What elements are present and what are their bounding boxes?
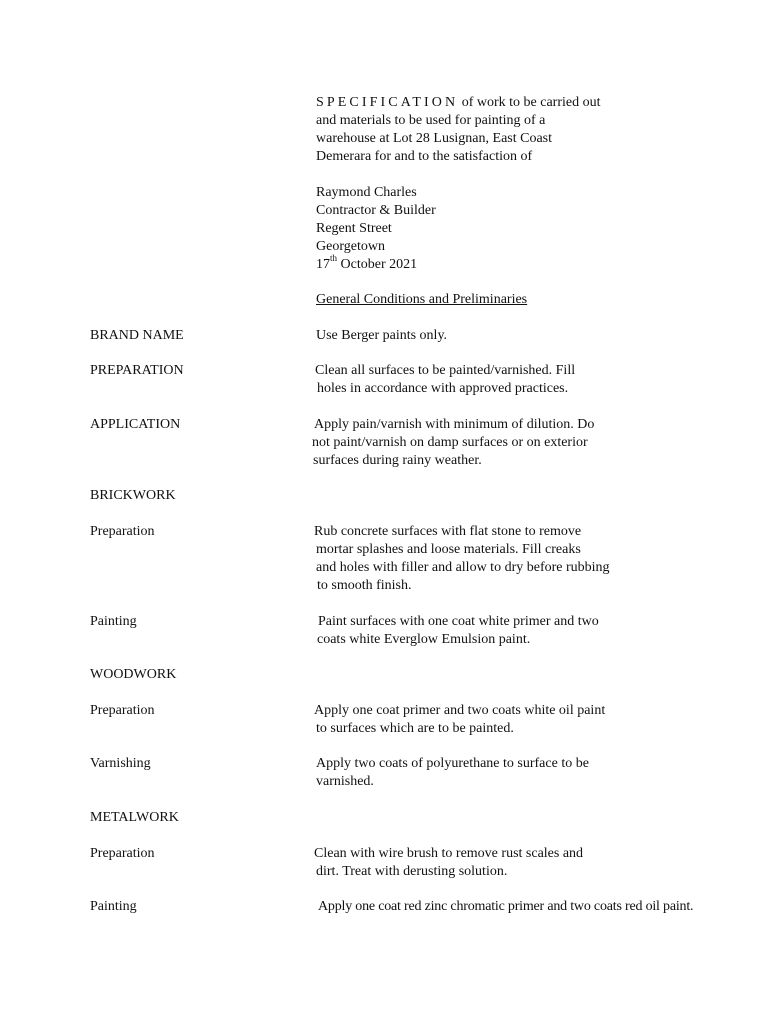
brand-name-text: Use Berger paints only. bbox=[316, 328, 448, 343]
document-date bbox=[316, 253, 418, 274]
date-suffix: th bbox=[330, 253, 338, 264]
preparation-text: Clean all surfaces to be painted/varnished. Fill bbox=[315, 363, 576, 378]
date-month-year: October 2021 bbox=[337, 257, 418, 272]
application-text: surfaces during rainy weather. bbox=[313, 453, 482, 468]
metalwork-preparation-label: Preparation bbox=[90, 846, 155, 861]
brickwork-painting-text: coats white Everglow Emulsion paint. bbox=[317, 632, 531, 647]
header-line: and materials to be used for painting of a bbox=[316, 113, 546, 128]
contractor-city: Georgetown bbox=[316, 239, 385, 254]
brickwork-preparation-text: Rub concrete surfaces with flat stone to remove bbox=[314, 524, 582, 539]
metalwork-preparation-text: Clean with wire brush to remove rust scales and bbox=[314, 846, 584, 861]
woodwork-preparation-label: Preparation bbox=[90, 703, 155, 718]
brickwork-preparation-label: Preparation bbox=[90, 524, 155, 539]
woodwork-varnishing-text: varnished. bbox=[316, 774, 374, 789]
metalwork-painting-text: Apply one coat red zinc chromatic primer and two coats red oil paint. bbox=[318, 899, 694, 914]
brickwork-preparation-text: to smooth finish. bbox=[317, 578, 412, 593]
contractor-street: Regent Street bbox=[316, 221, 392, 236]
brickwork-preparation-text: mortar splashes and loose materials. Fill creaks bbox=[316, 542, 581, 557]
header-line: warehouse at Lot 28 Lusignan, East Coast bbox=[316, 131, 553, 146]
application-label: APPLICATION bbox=[90, 417, 181, 432]
metalwork-preparation-text: dirt. Treat with derusting solution. bbox=[316, 864, 508, 879]
brickwork-preparation-text: and holes with filler and allow to dry before rubbing bbox=[316, 560, 610, 575]
woodwork-varnishing-label: Varnishing bbox=[90, 756, 151, 771]
preparation-label: PREPARATION bbox=[90, 363, 184, 378]
brickwork-painting-label: Painting bbox=[90, 614, 137, 629]
application-text: Apply pain/varnish with minimum of dilution. Do bbox=[314, 417, 595, 432]
woodwork-varnishing-text: Apply two coats of polyurethane to surface to be bbox=[316, 756, 589, 771]
metalwork-heading: METALWORK bbox=[90, 810, 179, 825]
metalwork-painting-label: Painting bbox=[90, 899, 137, 914]
brickwork-heading: BRICKWORK bbox=[90, 488, 176, 503]
conditions-heading: General Conditions and Preliminaries bbox=[316, 292, 528, 307]
date-day: 17 bbox=[316, 257, 330, 272]
title-rest: of work to be carried out bbox=[458, 95, 601, 110]
contractor-name: Raymond Charles bbox=[316, 185, 417, 200]
preparation-text: holes in accordance with approved practices. bbox=[317, 381, 569, 396]
brickwork-painting-text: Paint surfaces with one coat white primer and two bbox=[318, 614, 599, 629]
contractor-role: Contractor & Builder bbox=[316, 203, 436, 218]
woodwork-preparation-text: Apply one coat primer and two coats white oil paint bbox=[314, 703, 606, 718]
woodwork-preparation-text: to surfaces which are to be painted. bbox=[316, 721, 514, 736]
header-line: Demerara for and to the satisfaction of bbox=[316, 149, 533, 164]
woodwork-heading: WOODWORK bbox=[90, 667, 177, 682]
brand-name-label: BRAND NAME bbox=[90, 328, 184, 343]
title-spaced-word: SPECIFICATION bbox=[316, 95, 459, 110]
document-title bbox=[316, 94, 601, 112]
application-text: not paint/varnish on damp surfaces or on exterior bbox=[312, 435, 588, 450]
